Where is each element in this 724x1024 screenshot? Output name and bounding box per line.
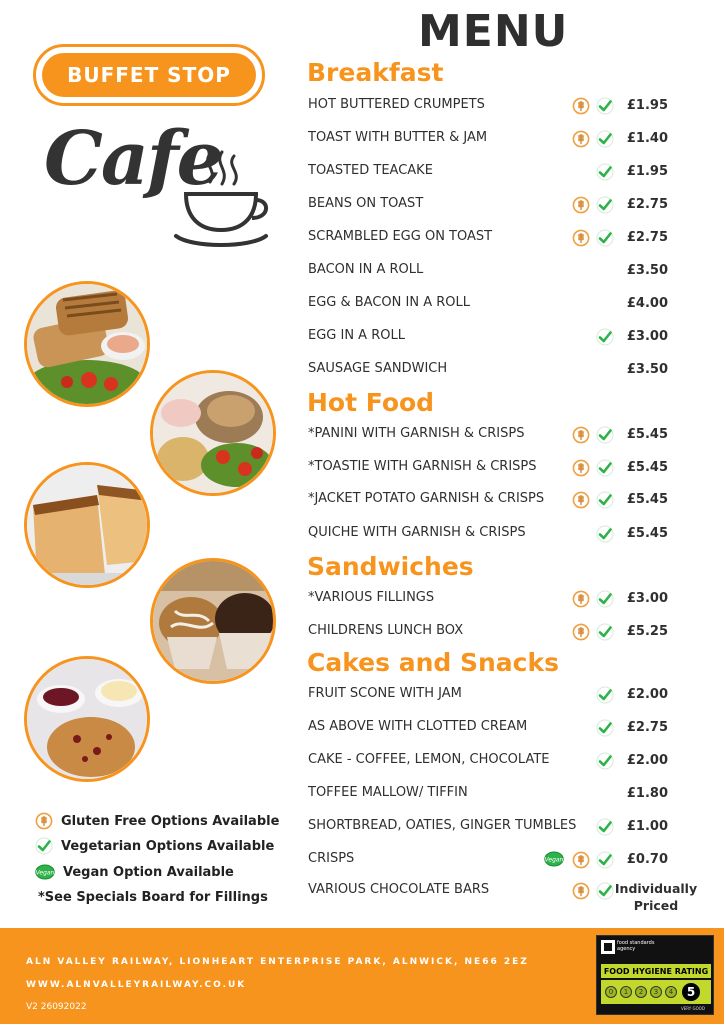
hygiene-rating-scale <box>601 980 711 1004</box>
menu-item-name: *VARIOUS FILLINGS <box>308 590 435 605</box>
vegetarian-check-icon <box>596 328 614 346</box>
menu-item <box>308 783 668 807</box>
logo-cafe-script: Cafe <box>44 116 222 202</box>
section-title: Cakes and Snacks <box>307 648 559 677</box>
menu-item-name: EGG & BACON IN A ROLL <box>308 295 470 310</box>
logo-badge-fill <box>42 53 256 97</box>
menu-item-name: BEANS ON TOAST <box>308 196 424 211</box>
photo-scone <box>24 656 150 782</box>
coffee-cup-icon <box>172 150 272 254</box>
menu-item <box>308 359 668 383</box>
menu-item-price: £5.45 <box>626 460 668 475</box>
hygiene-scale-4: 4 <box>665 986 677 998</box>
menu-item-price: £1.95 <box>626 98 668 113</box>
menu-item-name: SCRAMBLED EGG ON TOAST <box>308 229 493 244</box>
gluten-free-icon <box>572 882 590 900</box>
menu-item <box>308 880 698 913</box>
gluten-free-icon <box>572 229 590 247</box>
legend-vegetarian-text: Vegetarian Options Available <box>61 838 275 854</box>
vegetarian-check-icon <box>596 459 614 477</box>
gluten-free-icon <box>35 812 53 830</box>
hygiene-scale-1: 1 <box>620 986 632 998</box>
menu-item-price: £5.45 <box>626 427 668 442</box>
menu-item-name: SAUSAGE SANDWICH <box>308 361 448 376</box>
menu-item-name: TOAST WITH BUTTER & JAM <box>308 130 488 145</box>
menu-item-price: £5.25 <box>626 624 668 639</box>
hygiene-score-5: 5 <box>682 983 700 1001</box>
menu-item <box>308 489 668 513</box>
menu-item-price: £2.75 <box>626 197 668 212</box>
svg-text:Vegan: Vegan <box>544 856 564 864</box>
menu-item <box>308 293 668 317</box>
menu-item-price: Individually Priced <box>614 881 698 913</box>
gluten-free-icon <box>572 196 590 214</box>
menu-item-name: AS ABOVE WITH CLOTTED CREAM <box>308 719 528 734</box>
menu-item-name: *TOASTIE WITH GARNISH & CRISPS <box>308 459 537 474</box>
legend-gluten-free-text: Gluten Free Options Available <box>61 813 280 829</box>
vegetarian-check-icon <box>596 590 614 608</box>
legend-gluten-free <box>35 811 279 831</box>
menu-item-price: £5.45 <box>626 526 668 541</box>
photo-cake-slices <box>24 462 150 588</box>
logo-badge-text: BUFFET STOP <box>67 63 231 87</box>
menu-item-name: BACON IN A ROLL <box>308 262 424 277</box>
menu-item <box>308 194 668 218</box>
menu-item-price: £1.00 <box>626 819 668 834</box>
gluten-free-icon <box>572 590 590 608</box>
menu-item-name: TOFFEE MALLOW/ TIFFIN <box>308 785 468 800</box>
vegetarian-check-icon <box>596 752 614 770</box>
menu-item <box>308 621 668 645</box>
fsa-agency-name: food standards agency <box>617 940 655 952</box>
menu-item-price: £2.75 <box>626 720 668 735</box>
menu-item-price: £3.00 <box>626 591 668 606</box>
menu-item <box>308 326 668 350</box>
menu-item <box>308 457 668 481</box>
vegetarian-check-icon <box>596 196 614 214</box>
menu-item-price: £4.00 <box>626 296 668 311</box>
menu-item <box>308 717 668 741</box>
menu-item-price: £0.70 <box>626 852 668 867</box>
photo-panini <box>24 281 150 407</box>
menu-item <box>308 816 668 840</box>
menu-item-price: £5.45 <box>626 492 668 507</box>
vegan-badge-icon <box>35 864 55 880</box>
legend-note: *See Specials Board for Fillings <box>38 890 268 905</box>
menu-item-price: £3.50 <box>626 263 668 278</box>
menu-item-price: £1.40 <box>626 131 668 146</box>
menu-item-price: £2.00 <box>626 687 668 702</box>
menu-item-price: £2.00 <box>626 753 668 768</box>
menu-item <box>308 128 668 152</box>
vegetarian-check-icon <box>596 130 614 148</box>
menu-item-price: £1.95 <box>626 164 668 179</box>
fsa-logo-icon <box>601 940 615 954</box>
footer-website-link[interactable]: WWW.ALNVALLEYRAILWAY.CO.UK <box>26 980 247 990</box>
vegetarian-check-icon <box>596 525 614 543</box>
vegetarian-check-icon <box>596 163 614 181</box>
menu-item-name: VARIOUS CHOCOLATE BARS <box>308 882 490 897</box>
vegetarian-check-icon <box>596 97 614 115</box>
vegetarian-check-icon <box>596 229 614 247</box>
gluten-free-icon <box>572 130 590 148</box>
menu-item-name: CAKE - COFFEE, LEMON, CHOCOLATE <box>308 752 550 767</box>
menu-item <box>308 684 668 708</box>
vegetarian-check-icon <box>596 719 614 737</box>
section-title: Breakfast <box>307 58 444 87</box>
menu-item-name: *JACKET POTATO GARNISH & CRISPS <box>308 491 545 506</box>
food-hygiene-rating-sticker <box>596 935 714 1015</box>
vegetarian-check-icon <box>35 837 53 855</box>
gluten-free-icon <box>572 851 590 869</box>
gluten-free-icon <box>572 491 590 509</box>
vegetarian-check-icon <box>596 851 614 869</box>
buffet-stop-logo <box>33 44 265 106</box>
menu-item-price: £3.00 <box>626 329 668 344</box>
vegetarian-check-icon <box>596 426 614 444</box>
menu-item <box>308 849 668 873</box>
page-title: MENU <box>418 6 569 57</box>
menu-item-price: £1.80 <box>626 786 668 801</box>
footer-version: V2 26092022 <box>26 1002 87 1012</box>
hygiene-scale-0: 0 <box>605 986 617 998</box>
menu-item-name: FRUIT SCONE WITH JAM <box>308 686 462 701</box>
photo-jacket-potato <box>150 370 276 496</box>
menu-item-price: £2.75 <box>626 230 668 245</box>
menu-item <box>308 523 668 547</box>
gluten-free-icon <box>572 459 590 477</box>
legend-vegetarian <box>35 836 274 856</box>
menu-item-name: *PANINI WITH GARNISH & CRISPS <box>308 426 525 441</box>
menu-item-name: HOT BUTTERED CRUMPETS <box>308 97 485 112</box>
legend-vegan-text: Vegan Option Available <box>63 864 234 880</box>
menu-item <box>308 424 668 448</box>
section-title: Hot Food <box>307 388 435 417</box>
gluten-free-icon <box>572 426 590 444</box>
vegetarian-check-icon <box>596 882 614 900</box>
vegetarian-check-icon <box>596 818 614 836</box>
footer-address: ALN VALLEY RAILWAY, LIONHEART ENTERPRISE PARK, ALNWICK, NE66 2EZ <box>26 957 529 967</box>
photo-muffins <box>150 558 276 684</box>
hygiene-rating-label: FOOD HYGIENE RATING <box>601 964 711 978</box>
hygiene-scale-2: 2 <box>635 986 647 998</box>
vegetarian-check-icon <box>596 623 614 641</box>
vegetarian-check-icon <box>596 491 614 509</box>
menu-item-name: SHORTBREAD, OATIES, GINGER TUMBLES <box>308 818 577 833</box>
menu-item <box>308 227 668 251</box>
menu-item <box>308 161 668 185</box>
menu-item-price: £3.50 <box>626 362 668 377</box>
legend-vegan <box>35 862 234 882</box>
menu-item <box>308 588 668 612</box>
menu-item-name: TOASTED TEACAKE <box>308 163 433 178</box>
menu-item <box>308 95 668 119</box>
menu-item-name: EGG IN A ROLL <box>308 328 405 343</box>
menu-item <box>308 750 668 774</box>
hygiene-grade: VERY GOOD <box>681 1006 705 1011</box>
menu-item-name: CRISPS <box>308 851 355 866</box>
menu-item-name: CHILDRENS LUNCH BOX <box>308 623 464 638</box>
svg-text:Vegan: Vegan <box>35 869 55 877</box>
section-title: Sandwiches <box>307 552 474 581</box>
menu-item-name: QUICHE WITH GARNISH & CRISPS <box>308 525 526 540</box>
gluten-free-icon <box>572 97 590 115</box>
vegetarian-check-icon <box>596 686 614 704</box>
hygiene-scale-3: 3 <box>650 986 662 998</box>
gluten-free-icon <box>572 623 590 641</box>
vegan-badge-icon <box>544 851 564 869</box>
menu-item <box>308 260 668 284</box>
